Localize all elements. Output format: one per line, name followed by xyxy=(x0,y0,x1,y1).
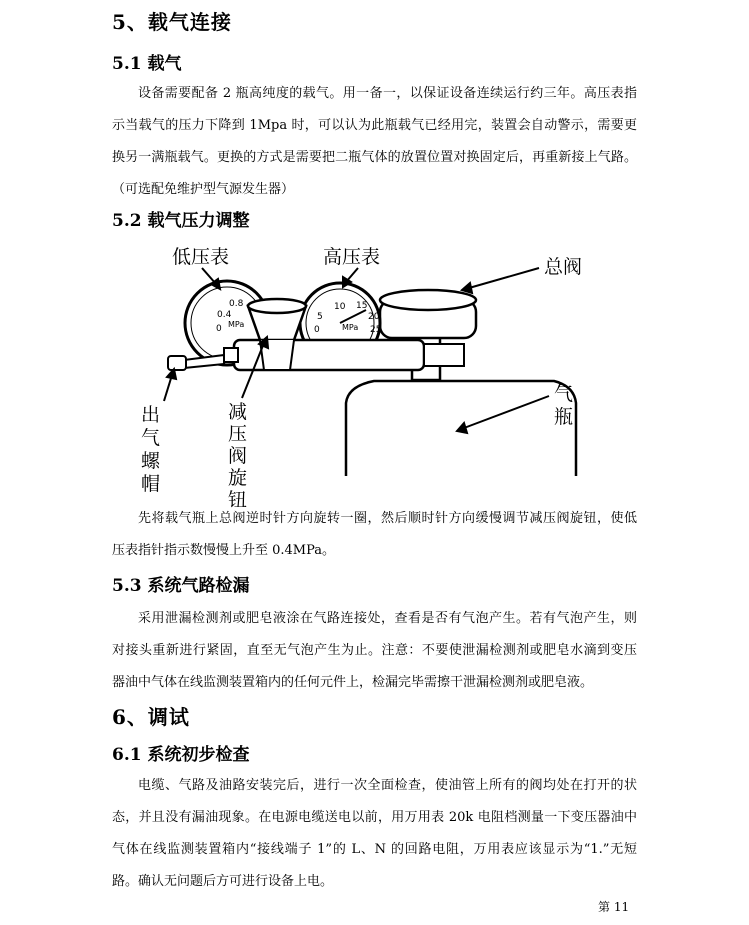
paragraph-line: 采用泄漏检测剂或肥皂液涂在气路连接处，查看是否有气泡产生。若有气泡产生，则 xyxy=(138,611,637,626)
paragraph-line: 压表指针指示数慢慢上升至 0.4MPa。 xyxy=(112,543,336,558)
section-5-1-heading: 5.1 载气 xyxy=(112,54,182,74)
section-6-1-paragraph xyxy=(112,770,637,898)
knob-label-2: 压 xyxy=(228,423,248,445)
knob-label-3: 阀 xyxy=(228,445,248,467)
section-5-3-paragraph xyxy=(112,603,637,699)
main-valve-label: 总阀 xyxy=(544,256,583,278)
high-scale-25: 25 xyxy=(370,325,382,335)
section-5-2-heading: 5.2 载气压力调整 xyxy=(112,211,250,231)
outlet-nut-label-2: 气 xyxy=(141,427,161,449)
low-gauge-label: 低压表 xyxy=(172,246,230,268)
cylinder-label-2: 瓶 xyxy=(554,406,574,428)
low-scale-0: 0 xyxy=(216,324,222,334)
paragraph-line: 示当载气的压力下降到 1Mpa 时，可以认为此瓶载气已经用完，装置会自动警示，需要更 xyxy=(112,118,637,133)
knob-label-4: 旋 xyxy=(228,467,248,489)
paragraph-line: 设备需要配备 2 瓶高纯度的载气。用一备一，以保证设备连续运行约三年。高压表指 xyxy=(138,86,637,101)
high-scale-20: 20 xyxy=(368,312,380,322)
section-5-2-paragraph xyxy=(112,503,637,567)
knob-label-1: 减 xyxy=(228,401,248,423)
paragraph-line: 器油中气体在线监测装置箱内的任何元件上，检漏完毕需擦干泄漏检测剂或肥皂液。 xyxy=(112,675,594,690)
high-scale-0: 0 xyxy=(314,325,320,335)
paragraph-line: 先将载气瓶上总阀逆时针方向旋转一圈，然后顺时针方向缓慢调节减压阀旋钮，使低 xyxy=(138,511,637,526)
section-5-3-heading: 5.3 系统气路检漏 xyxy=(112,576,250,596)
page-number: 第 11 xyxy=(598,900,630,914)
paragraph-line: 换另一满瓶载气。更换的方式是需要把二瓶气体的放置位置对换固定后，再重新接上气路。 xyxy=(112,150,637,165)
outlet-nut-label-4: 帽 xyxy=(141,473,161,495)
outlet-nut-label-1: 出 xyxy=(141,404,161,426)
low-scale-0-8: 0.8 xyxy=(229,299,244,309)
section-5-1-paragraph xyxy=(112,78,637,206)
low-scale-unit: MPa xyxy=(228,320,245,329)
section-6-1-heading: 6.1 系统初步检查 xyxy=(112,745,250,765)
paragraph-line: 对接头重新进行紧固，直至无气泡产生为止。注意：不要使泄漏检测剂或肥皂水滴到变压 xyxy=(112,643,637,658)
regulator-diagram xyxy=(134,238,614,508)
high-scale-10: 10 xyxy=(334,302,346,312)
knob-label-5: 钮 xyxy=(228,489,248,508)
low-scale-0-4: 0.4 xyxy=(217,310,232,320)
section-6-heading: 6、调试 xyxy=(112,705,190,729)
paragraph-line: （可选配免维护型气源发生器） xyxy=(112,182,295,197)
high-gauge-label: 高压表 xyxy=(323,246,381,268)
paragraph-line: 路。确认无问题后方可进行设备上电。 xyxy=(112,874,334,889)
paragraph-line: 电缆、气路及油路安装完后，进行一次全面检查，使油管上所有的阀均处在打开的状 xyxy=(138,778,637,793)
outlet-nut-label-3: 螺 xyxy=(141,450,161,472)
high-scale-unit: MPa xyxy=(342,323,359,332)
main-valve-handwheel xyxy=(380,290,476,338)
high-scale-5: 5 xyxy=(317,312,323,322)
section-5-heading: 5、载气连接 xyxy=(112,10,232,34)
paragraph-line: 态，并且没有漏油现象。在电源电缆送电以前，用万用表 20k 电阻档测量一下变压器油中 xyxy=(112,810,637,825)
high-scale-15: 15 xyxy=(356,301,368,311)
paragraph-line: 气体在线监测装置箱内“接线端子 1”的 L、N 的回路电阻，万用表应该显示为“1.”无短 xyxy=(112,842,637,857)
cylinder-label-1: 气 xyxy=(554,383,574,405)
